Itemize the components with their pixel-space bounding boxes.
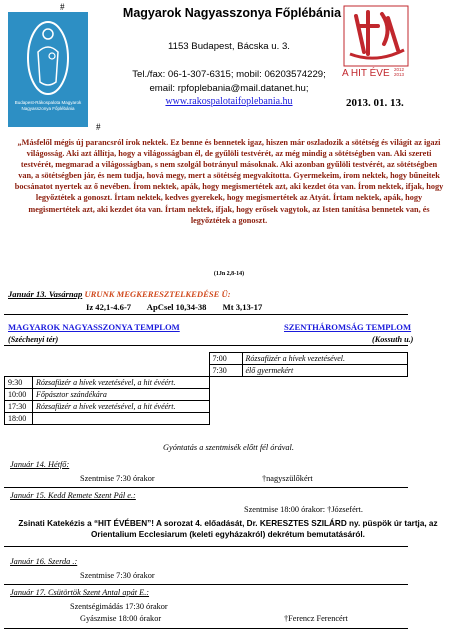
event-cell bbox=[33, 413, 210, 425]
scripture-reference: (1Jn 2,8-14) bbox=[213, 271, 245, 277]
parish-logo bbox=[8, 12, 88, 127]
time-cell: 9:30 bbox=[5, 377, 33, 389]
event-cell: Rózsafüzér a hívek vezetésével, a hit évéért. bbox=[33, 377, 210, 389]
table-row bbox=[5, 401, 408, 413]
left-church-name: MAGYAROK NAGYASSZONYA TEMPLOM bbox=[8, 322, 180, 332]
day-16-mass: Szentmise 7:30 órakor bbox=[80, 571, 155, 580]
divider bbox=[4, 314, 408, 315]
catechesis-announcement: Zsinati Katekézis a “HIT ÉVÉBEN”! A sorozat 4. előadását, Dr. KERESZTES SZILÁRD ny. püspök úr tartja, az Orientalium Ecclesiarum (keleti egyházakról) dekrétum bemutatásáról. bbox=[18, 519, 438, 539]
hash-mark-bottom: # bbox=[96, 122, 101, 132]
sunday-heading bbox=[8, 289, 231, 299]
day-14-intention: †nagyszülőkért bbox=[262, 474, 313, 483]
time-cell: 18:00 bbox=[5, 413, 33, 425]
divider bbox=[4, 628, 408, 629]
table-row bbox=[5, 353, 408, 365]
time-cell: 17:30 bbox=[5, 401, 33, 413]
scripture-quote: „Másfelől mégis új parancsról írok nektek. Ez benne és bennetek igaz, hiszen már oszladozik a sötétség és világít az igazi világosság. Aki azt állítja, hogy a világosságban él, de gyűlöli testvérét, az még mindig a sötétségben van. Aki szereti testvérét, megmarad a világosságban, s nem szolgál botrányul másoknak. Aki azonban gyűlöli testvérét, az sötétségben van, a sötétségben jár, és nem tudja, hová megy, mert a sötétség megvakította. Gyermekeim, írom nektek, hogy bűneitek bocsánatot nyertek az ő nevében. Írom nektek, apák, hogy megismertétek azt, aki kezdet óta van. Írom nektek, ifjak, hogy legyőztétek a gonoszt. Írtam nektek, kedves gyerekek, hogy megismertétek az Atyát. Írtam nektek, apák, hogy megismertétek azt, aki kezdet óta van. Írtam nektek, ifjak, hogy erősek vagytok, az Isten tanítása bennetek van, és legyőztétek a gonoszt. bbox=[14, 138, 444, 225]
day-15-label: Január 15. Kedd Remete Szent Pál e.: bbox=[10, 491, 136, 500]
parish-email: email: rpfoplebania@mail.datanet.hu; bbox=[149, 83, 309, 94]
schedule-table bbox=[4, 352, 408, 425]
bulletin-date: 2013. 01. 13. bbox=[346, 97, 404, 109]
year-of-faith-years: 2012 2013 bbox=[394, 67, 405, 77]
time-cell: 7:30 bbox=[209, 365, 242, 377]
event-cell: Rózsafüzér a hívek vezetésével. bbox=[242, 353, 408, 365]
left-church-location: (Széchenyi tér) bbox=[8, 335, 59, 344]
reading-3: Mt 3,13-17 bbox=[222, 302, 263, 312]
parish-title: Magyarok Nagyasszonya Főplébánia bbox=[122, 6, 342, 20]
table-row bbox=[5, 413, 408, 425]
day-15-mass: Szentmise 18:00 órakor: †Józsefért. bbox=[244, 505, 363, 514]
sunday-feast: URUNK MEGKERESZTELKEDÉSE Ü: bbox=[84, 289, 231, 299]
hash-mark: # bbox=[60, 2, 65, 12]
reading-1: Iz 42,1-4.6-7 bbox=[86, 302, 132, 312]
parish-address: 1153 Budapest, Bácska u. 3. bbox=[168, 41, 290, 52]
day-17-intention: †Ferencz Ferencért bbox=[284, 614, 348, 623]
table-row bbox=[5, 389, 408, 401]
divider bbox=[4, 546, 408, 547]
sunday-label: Január 13. Vasárnap bbox=[8, 289, 83, 299]
table-row bbox=[5, 377, 408, 389]
time-cell: 10:00 bbox=[5, 389, 33, 401]
divider bbox=[4, 345, 408, 346]
day-17-adoration: Szentségimádás 17:30 órakor bbox=[70, 602, 168, 611]
event-cell: Rózsafüzér a hívek vezetésével, a hit évéért. bbox=[33, 401, 210, 413]
right-church-name: SZENTHÁROMSÁG TEMPLOM bbox=[284, 322, 412, 332]
logo-caption: Budapest-Rákospalota Magyarok Nagyasszonya Főplébánia bbox=[14, 100, 82, 111]
event-cell: Főpásztor szándékára bbox=[33, 389, 210, 401]
confession-note: Gyóntatás a szentmisék előtt fél órával. bbox=[163, 443, 294, 452]
divider bbox=[4, 487, 408, 488]
table-row bbox=[5, 365, 408, 377]
right-church-location: (Kossuth u.) bbox=[372, 335, 414, 344]
parish-phone: Tel./fax: 06-1-307-6315; mobil: 06203574229; bbox=[132, 69, 326, 80]
reading-2: ApCsel 10,34-38 bbox=[146, 302, 207, 312]
sunday-readings bbox=[86, 302, 386, 312]
day-14-label: Január 14. Hétfő: bbox=[10, 460, 70, 469]
parish-website-link[interactable]: www.rakospalotaifoplebania.hu bbox=[165, 96, 293, 107]
day-14-mass: Szentmise 7:30 órakor bbox=[80, 474, 155, 483]
day-16-label: Január 16. Szerda .: bbox=[10, 557, 78, 566]
event-cell: élő gyermekért bbox=[242, 365, 408, 377]
time-cell: 7:00 bbox=[209, 353, 242, 365]
year-of-faith-logo bbox=[338, 4, 414, 90]
year-of-faith-label: A HIT ÉVE bbox=[342, 68, 390, 79]
divider bbox=[4, 584, 408, 585]
day-17-mass: Gyászmise 18:00 órakor bbox=[80, 614, 162, 623]
day-17-label: Január 17. Csütörtök Szent Antal apát E.: bbox=[10, 588, 150, 597]
